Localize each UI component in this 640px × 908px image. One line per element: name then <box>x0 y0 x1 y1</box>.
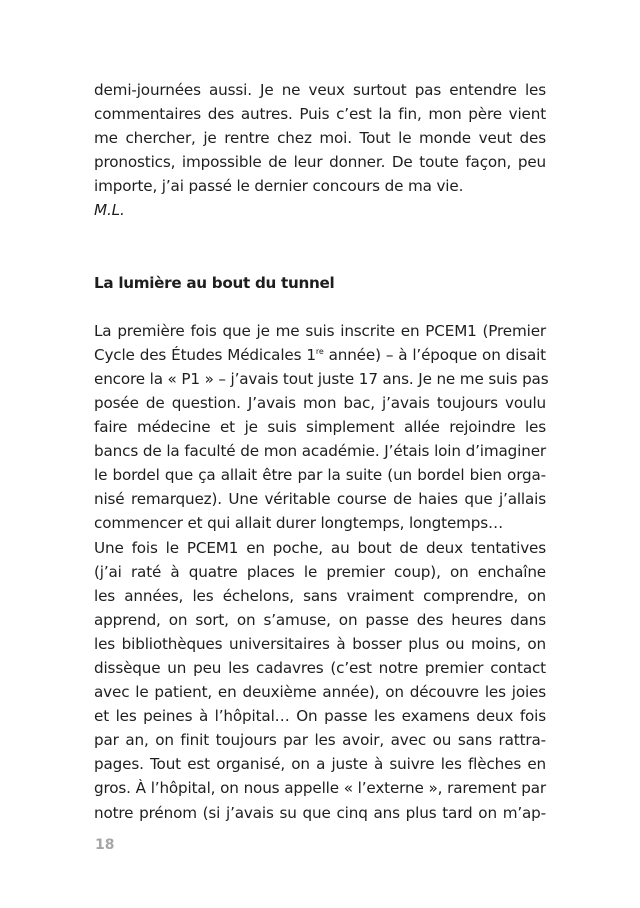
text-line: et les peines à l’hôpital… On passe les examens deux fois <box>94 707 546 726</box>
text-line: encore la « P1 » – j’avais tout juste 17 ans. Je ne me suis pas <box>94 369 549 388</box>
text-line: demi-journées aussi. Je ne veux surtout pas entendre les <box>94 81 546 99</box>
author-signature: M.L. <box>94 201 125 220</box>
text-line: gros. À l’hôpital, on nous appelle « l’externe », rarement par <box>94 779 546 798</box>
previous-section-text <box>94 78 546 223</box>
text-line: apprend, on sort, on s’amuse, on passe des heures dans <box>94 610 546 629</box>
text-line: La première fois que je me suis inscrite en PCEM1 (Premier <box>94 321 546 340</box>
text-line: Une fois le PCEM1 en poche, au bout de deux tentatives <box>94 538 546 557</box>
text-line: avec le patient, en deuxième année), on découvre les joies <box>94 683 546 702</box>
text-line: pages. Tout est organisé, on a juste à suivre les flèches en <box>94 755 546 774</box>
ordinal-superscript: re <box>315 346 324 356</box>
text-line: bancs de la faculté de mon académie. J’étais loin d’imaginer <box>94 442 546 461</box>
text-line: faire médecine et je suis simplement allée rejoindre les <box>94 418 546 437</box>
text-fragment: Cycle des Études Médicales 1 <box>94 345 316 364</box>
text-line: le bordel que ça allait être par la suite (un bordel bien orga- <box>94 466 546 485</box>
text-line: pronostics, impossible de leur donner. De toute façon, peu <box>94 153 546 172</box>
text-line: dissèque un peu les cadavres (c’est notre premier contact <box>94 658 546 677</box>
section-gap <box>94 223 546 271</box>
text-line: nisé remarquez). Une véritable course de haies que j’allais <box>94 490 546 509</box>
text-line <box>94 343 546 367</box>
text-line: (j’ai raté à quatre places le premier coup), on enchaîne <box>94 562 546 581</box>
heading-gap <box>94 295 546 319</box>
page-number: 18 <box>95 837 115 853</box>
text-line: commencer et qui allait durer longtemps, longtemps… <box>94 514 504 533</box>
text-line: notre prénom (si j’avais su que cinq ans plus tard on m’ap- <box>94 803 546 822</box>
text-line: commentaires des autres. Puis c’est la fin, mon père vient <box>94 105 546 124</box>
text-line: importe, j’ai passé le dernier concours de ma vie. <box>94 177 464 196</box>
page-body <box>94 78 549 825</box>
text-line: par an, on finit toujours par les avoir, avec ou sans rattra- <box>94 731 546 750</box>
text-line: me chercher, je rentre chez moi. Tout le monde veut des <box>94 129 546 148</box>
text-fragment: année) – à l’époque on disait <box>323 345 546 364</box>
text-line: les bibliothèques universitaires à bosser plus ou moins, on <box>94 634 546 653</box>
text-line: posée de question. J’avais mon bac, j’avais toujours voulu <box>94 393 546 412</box>
text-line: les années, les échelons, sans vraiment comprendre, on <box>94 586 546 605</box>
section-paragraphs <box>94 319 549 825</box>
section-heading: La lumière au bout du tunnel <box>94 273 335 292</box>
